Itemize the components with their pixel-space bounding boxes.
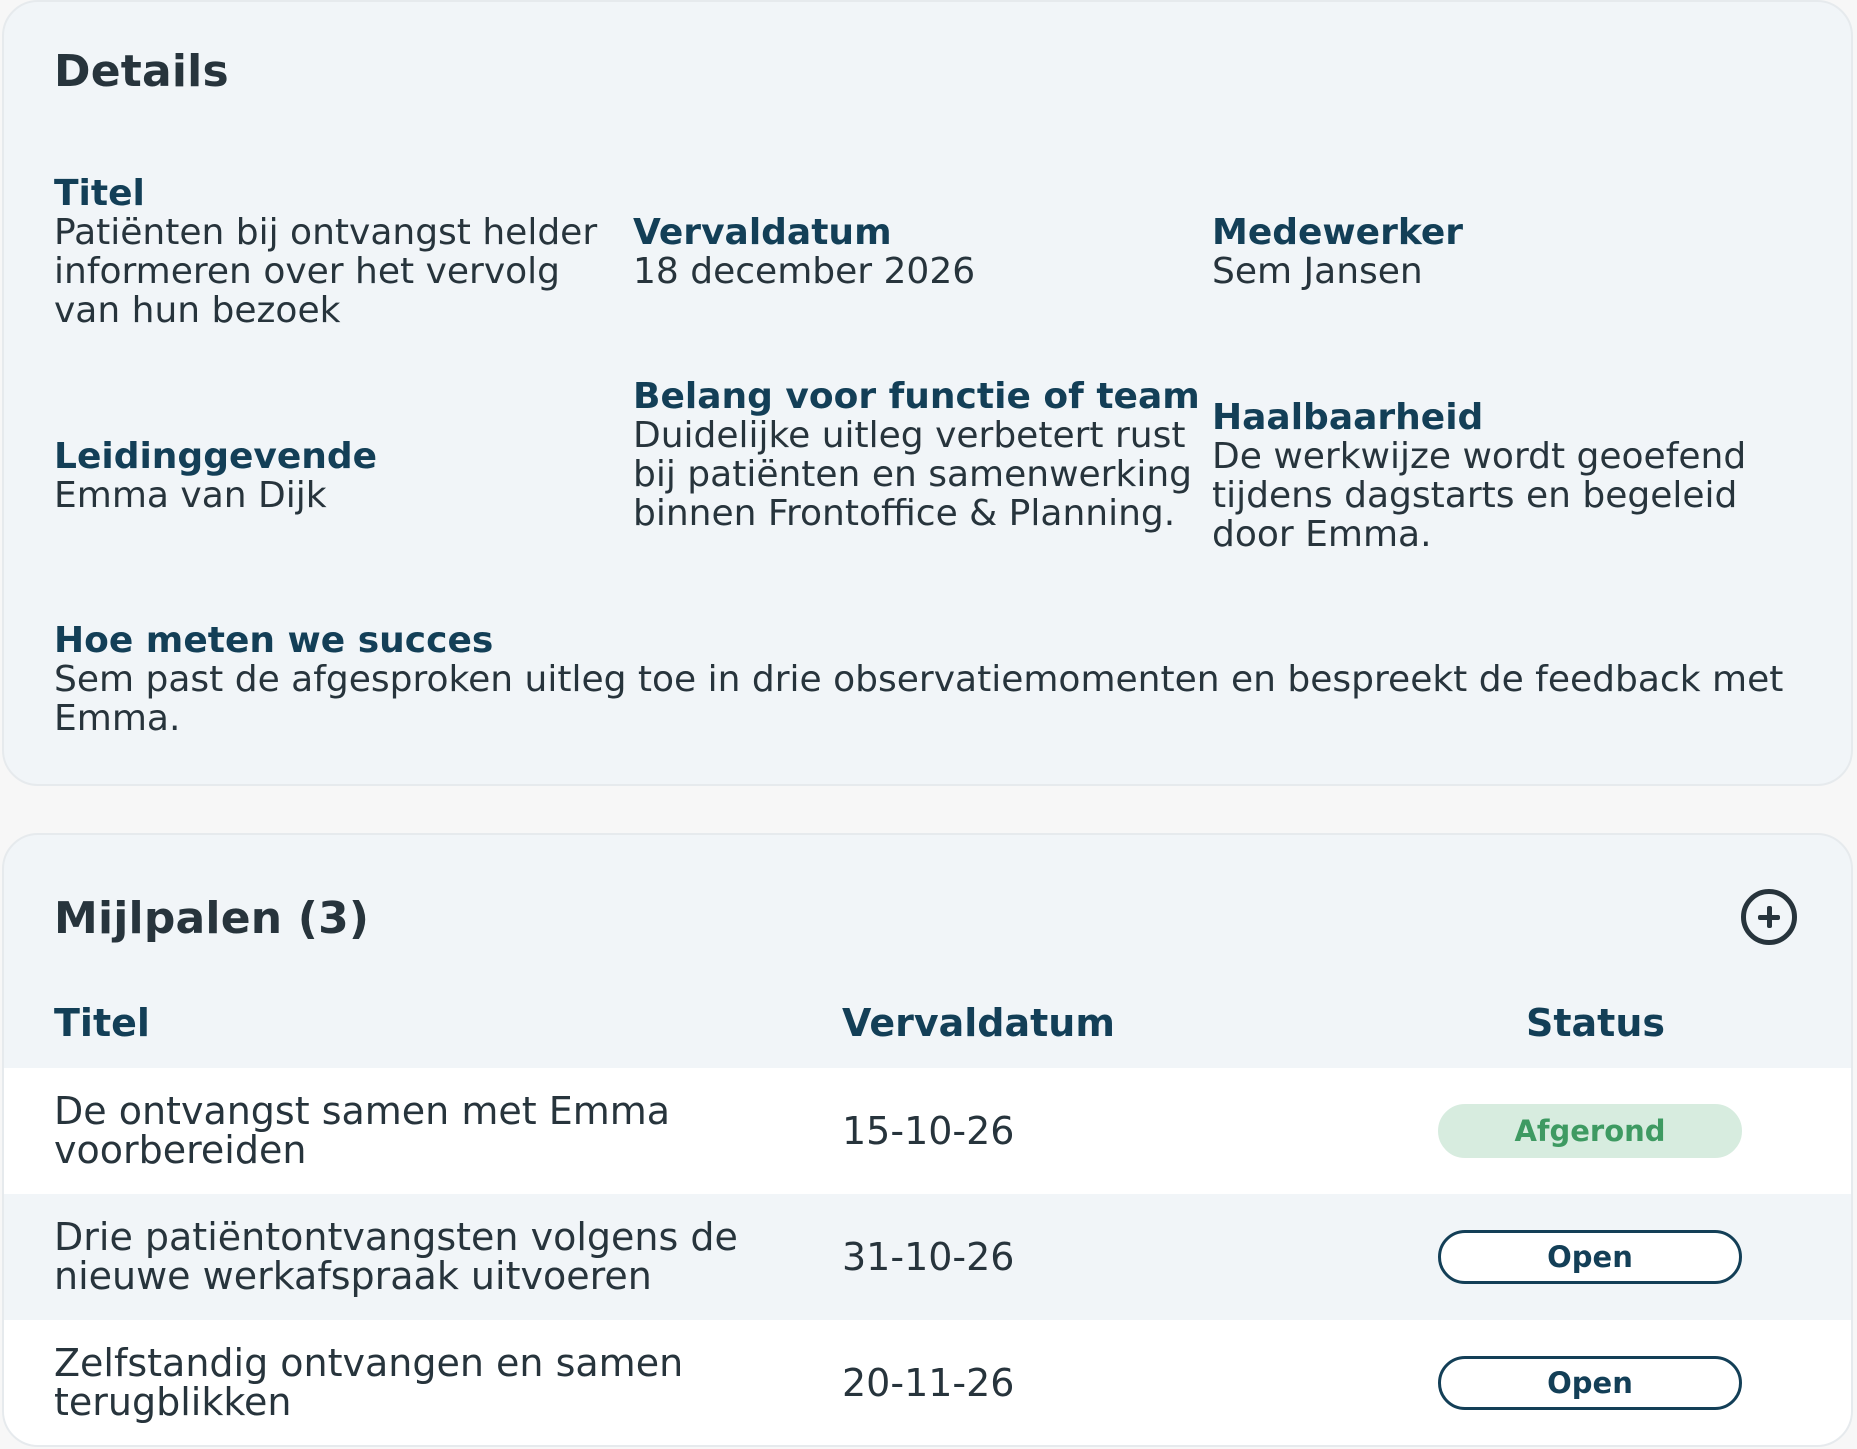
field-haalbaarheid-label: Haalbaarheid	[1212, 397, 1484, 438]
field-titel	[54, 174, 614, 330]
field-succes-value: Sem past de afgesproken uitleg toe in drie observatiemomenten en bespreekt de feedback met Emma.	[54, 659, 1784, 739]
milestone-due-date: 20-11-26	[842, 1361, 1015, 1405]
add-milestone-button[interactable]	[1741, 889, 1797, 945]
milestones-title: Mijlpalen (3)	[54, 893, 370, 944]
field-succes-label: Hoe meten we succes	[54, 620, 494, 661]
table-row[interactable]	[4, 1320, 1851, 1446]
field-belang	[633, 376, 1200, 534]
milestone-title: Zelfstandig ontvangen en samen terugblikken	[54, 1341, 684, 1424]
field-leidinggevende-value: Emma van Dijk	[54, 475, 327, 516]
milestone-due-date: 15-10-26	[842, 1109, 1015, 1153]
field-vervaldatum-value: 18 december 2026	[633, 251, 976, 292]
table-row[interactable]	[4, 1194, 1851, 1320]
field-titel-label: Titel	[54, 173, 145, 214]
column-header-title[interactable]: Titel	[54, 1001, 150, 1045]
field-medewerker	[1212, 213, 1772, 291]
milestone-title: Drie patiëntontvangsten volgens de nieuwe werkafspraak uitvoeren	[54, 1215, 738, 1298]
status-badge: Afgerond	[1438, 1104, 1742, 1158]
field-haalbaarheid-value: De werkwijze wordt geoefend tijdens dagstarts en begeleid door Emma.	[1212, 436, 1747, 555]
column-header-due[interactable]: Vervaldatum	[842, 1001, 1115, 1045]
field-leidinggevende-label: Leidinggevende	[54, 436, 378, 477]
details-card	[2, 0, 1853, 786]
milestone-title: De ontvangst samen met Emma voorbereiden	[54, 1089, 671, 1172]
status-badge: Open	[1438, 1356, 1742, 1410]
field-medewerker-label: Medewerker	[1212, 212, 1463, 253]
status-badge: Open	[1438, 1230, 1742, 1284]
field-belang-label: Belang voor functie of team	[633, 376, 1200, 417]
column-header-status[interactable]: Status	[1526, 1001, 1666, 1045]
field-vervaldatum	[633, 213, 1193, 291]
table-row[interactable]	[4, 1068, 1851, 1194]
field-titel-value: Patiënten bij ontvangst helder informeren over het vervolg van hun bezoek	[54, 212, 598, 331]
details-title: Details	[54, 46, 229, 97]
field-vervaldatum-label: Vervaldatum	[633, 212, 892, 253]
field-haalbaarheid	[1212, 398, 1772, 554]
milestones-card	[2, 833, 1853, 1447]
field-leidinggevende	[54, 437, 614, 515]
milestones-table	[4, 1068, 1851, 1446]
field-medewerker-value: Sem Jansen	[1212, 251, 1423, 292]
field-succes	[54, 621, 1834, 738]
milestone-due-date: 31-10-26	[842, 1235, 1015, 1279]
field-belang-value: Duidelijke uitleg verbetert rust bij patiënten en samenwerking binnen Frontoffice & Planning.	[633, 415, 1192, 534]
